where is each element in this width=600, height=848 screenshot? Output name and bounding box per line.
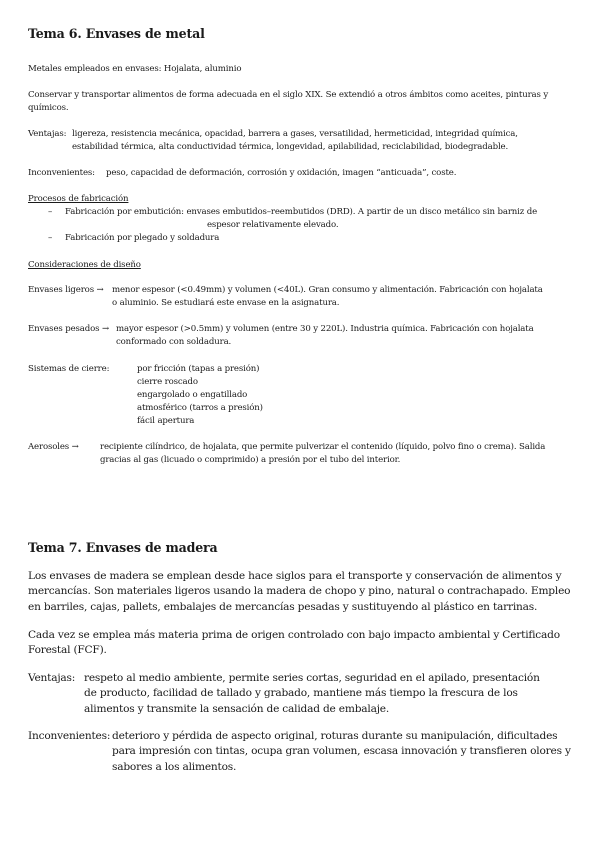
inconvenientes-text: peso, capacidad de deformación, corrosión y oxidación, imagen “anticuada”, coste. bbox=[106, 168, 457, 178]
cierre-label: Sistemas de cierre: bbox=[28, 364, 110, 374]
pesados-line-2: conformado con soldadura. bbox=[116, 337, 232, 347]
cierre-item: atmosférico (tarros a presión) bbox=[137, 403, 263, 413]
cierre-item: por fricción (tapas a presión) bbox=[137, 364, 260, 374]
aerosoles-line-2: gracias al gas (licuado o comprimido) a presión por el tubo del interior. bbox=[100, 455, 401, 465]
madera-paragraph-1-text: Los envases de madera se emplean desde hace siglos para el transporte y conservación de alimentos y mercancías. Son materiales ligeros usando la madera de chopo y pino, natural o contrachapado. Empleo en barriles, cajas, pallets, embalajes de mercancías pesadas y sustituyendo al plástico en tarrinas. bbox=[28, 570, 571, 613]
cierre-item: engargolado o engatillado bbox=[137, 390, 248, 400]
inconvenientes-label: Inconvenientes: bbox=[28, 168, 95, 178]
metales-line: Metales empleados en envases: Hojalata, aluminio bbox=[28, 64, 242, 74]
ligeros-line-2: o aluminio. Se estudiará este envase en la asignatura. bbox=[112, 298, 340, 308]
tema7-title: Tema 7. Envases de madera bbox=[28, 540, 218, 555]
ventajas-line-1: ligereza, resistencia mecánica, opacidad, barrera a gases, versatilidad, hermeticidad, integridad química, bbox=[72, 129, 518, 139]
madera-inconvenientes-text: deterioro y pérdida de aspecto original, roturas durante su manipulación, dificultades para impresión con tintas, ocupa gran volumen, escasa innovación y transfieren olores y sabores a los alimentos. bbox=[112, 730, 571, 773]
aerosoles-label: Aerosoles → bbox=[28, 442, 79, 452]
ligeros-label: Envases ligeros → bbox=[28, 285, 104, 295]
madera-paragraph-1 bbox=[28, 569, 576, 615]
proceso-dash: – bbox=[48, 207, 53, 217]
cierre-item: fácil apertura bbox=[137, 416, 195, 426]
pesados-label: Envases pesados → bbox=[28, 324, 110, 334]
pesados-line-1: mayor espesor (>0.5mm) y volumen (entre 30 y 220L). Industria química. Fabricación con hojalata bbox=[116, 324, 534, 334]
madera-paragraph-2 bbox=[28, 628, 576, 659]
cierre-item: cierre roscado bbox=[137, 377, 198, 387]
proceso-dash: – bbox=[48, 233, 53, 243]
aerosoles-line-1: recipiente cilíndrico, de hojalata, que permite pulverizar el contenido (líquido, polvo fino o crema). Salida bbox=[100, 442, 546, 452]
madera-paragraph-2-text: Cada vez se emplea más materia prima de origen controlado con bajo impacto ambiental y Certificado Forestal (FCF). bbox=[28, 629, 560, 657]
ventajas-line-2: estabilidad térmica, alta conductividad térmica, longevidad, apilabilidad, reciclabilidad, biodegradable. bbox=[72, 142, 509, 152]
proceso-1-line-1: Fabricación por embutición: envases embutidos–reembutidos (DRD). A partir de un disco metálico sin barniz de bbox=[65, 207, 538, 217]
madera-inconvenientes-label: Inconvenientes: bbox=[28, 730, 111, 742]
consideraciones-heading: Consideraciones de diseño bbox=[28, 260, 141, 270]
ventajas-label: Ventajas: bbox=[28, 129, 67, 139]
ligeros-line-1: menor espesor (<0.49mm) y volumen (<40L). Gran consumo y alimentación. Fabricación con hojalata bbox=[112, 285, 543, 295]
madera-ventajas-text: respeto al medio ambiente, permite series cortas, seguridad en el apilado, presentación de producto, facilidad de tallado y grabado, mantiene más tiempo la frescura de los alimentos y transmite la sensación de calidad de embalaje. bbox=[84, 672, 540, 715]
conservar-paragraph: Conservar y transportar alimentos de forma adecuada en el siglo XIX. Se extendió a otros ámbitos como aceites, pinturas y químicos. bbox=[28, 90, 549, 113]
procesos-heading: Procesos de fabricación bbox=[28, 194, 129, 204]
tema6-title: Tema 6. Envases de metal bbox=[28, 26, 205, 41]
proceso-1-line-2: espesor relativamente elevado. bbox=[207, 220, 339, 230]
madera-ventajas-label: Ventajas: bbox=[28, 672, 76, 684]
proceso-2-line-1: Fabricación por plegado y soldadura bbox=[65, 233, 220, 243]
